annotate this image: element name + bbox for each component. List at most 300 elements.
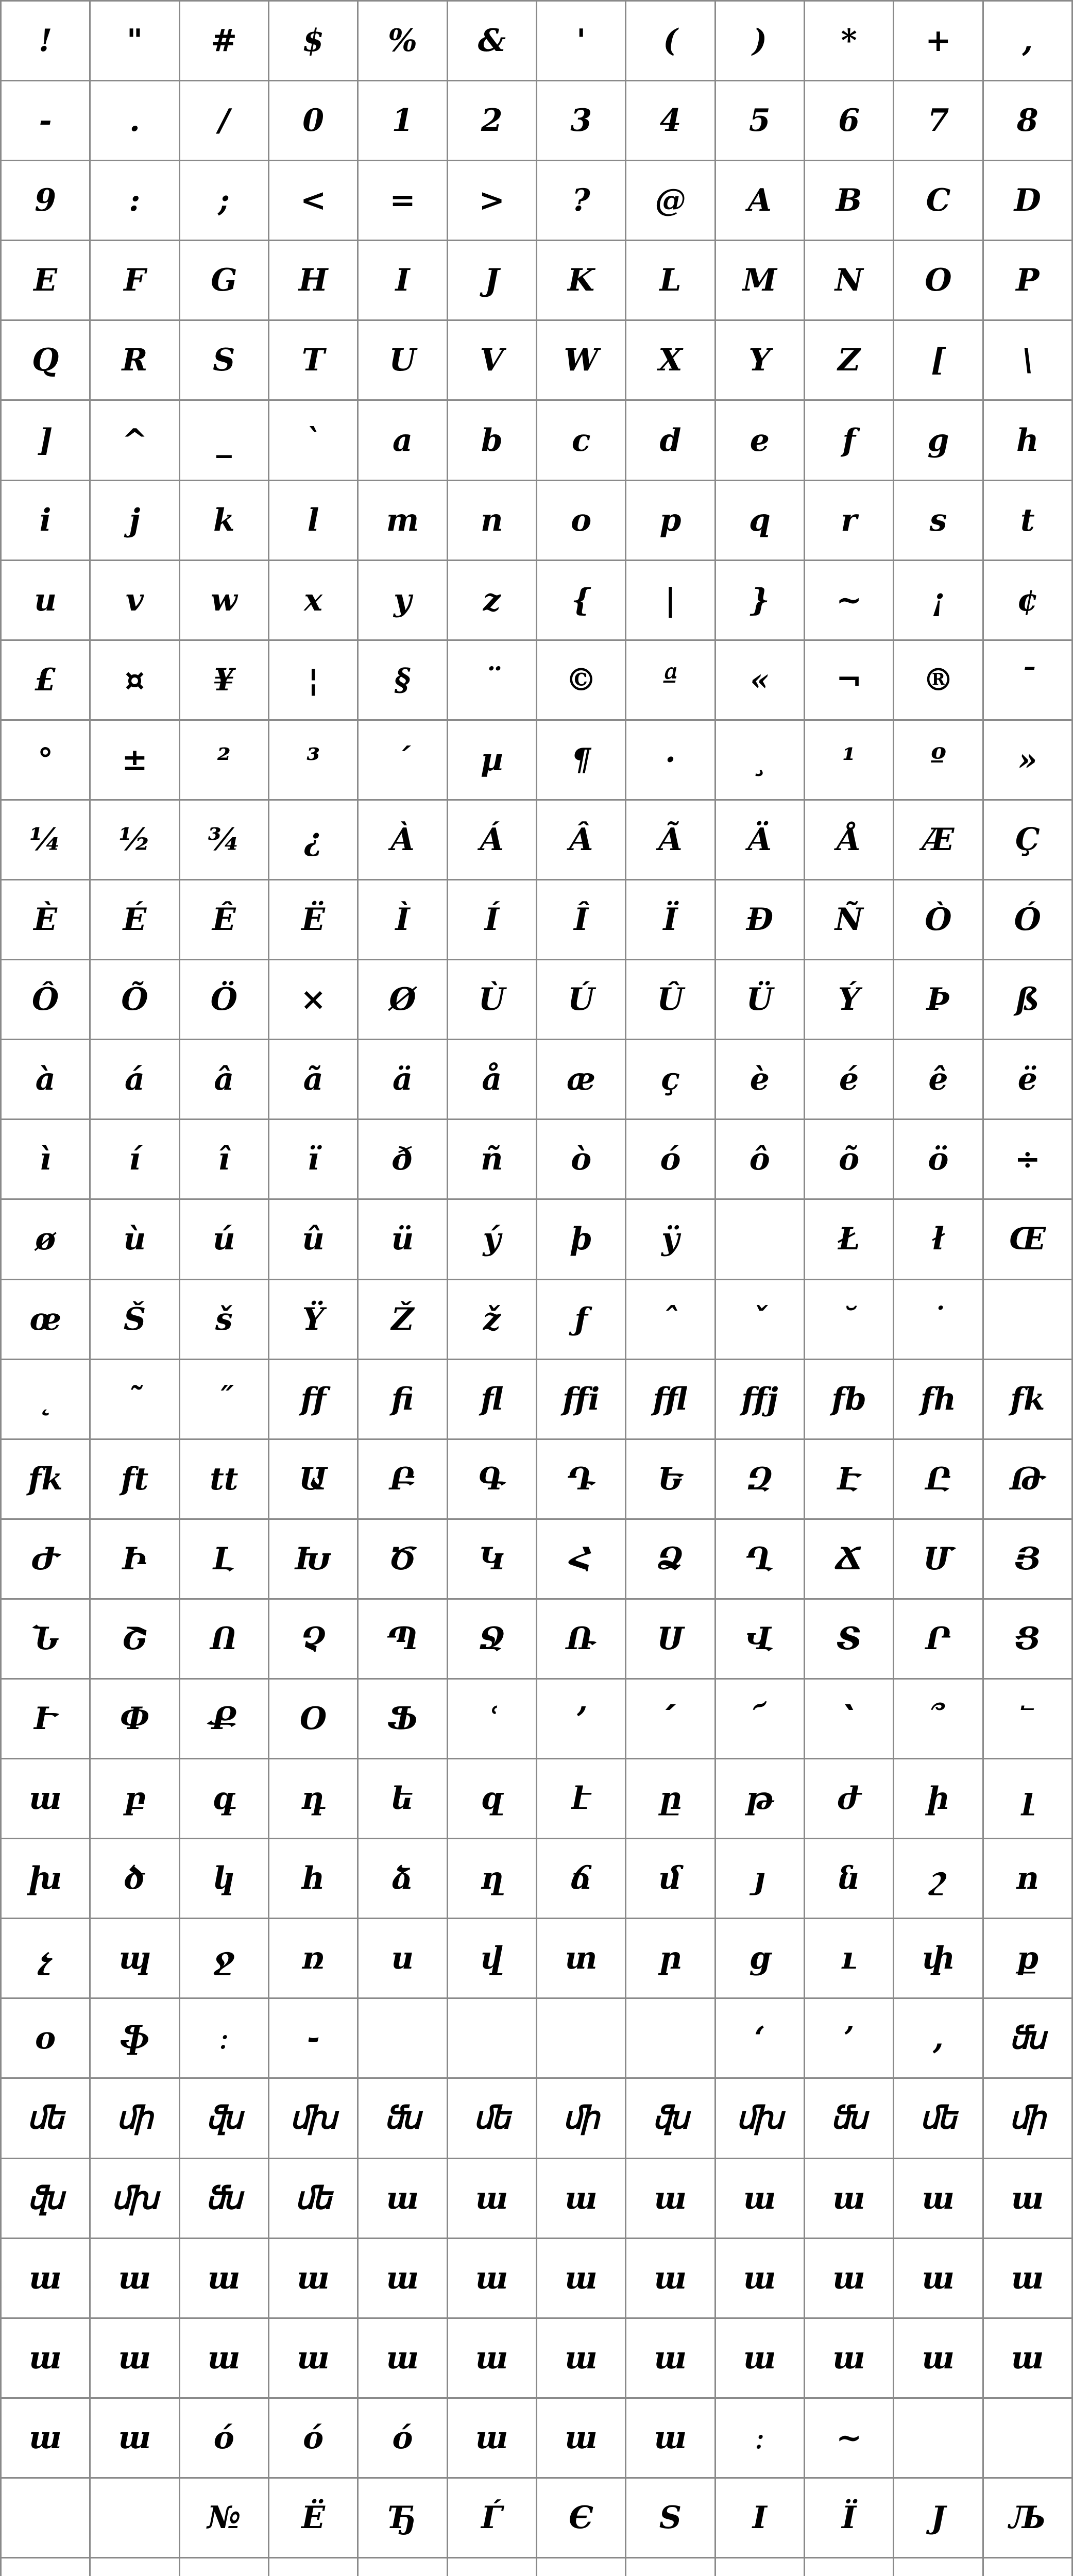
glyph-cell: ՝ — [804, 1679, 893, 1758]
glyph-cell: % — [358, 1, 447, 81]
glyph-cell: è — [715, 1040, 804, 1120]
glyph-cell: Œ — [983, 1199, 1072, 1279]
glyph-cell: Ë — [268, 2478, 357, 2557]
glyph-cell: Ք — [179, 1679, 268, 1758]
glyph-cell — [1, 2558, 90, 2576]
glyph-cell: ղ — [447, 1839, 536, 1919]
glyph-cell: ﬖ — [626, 2078, 715, 2158]
glyph-row — [1, 1519, 1072, 1599]
glyph-cell — [358, 2558, 447, 2576]
glyph-cell: Ð — [715, 880, 804, 960]
glyph-cell: ! — [1, 1, 90, 81]
glyph-row — [1, 880, 1072, 960]
glyph-cell: ։ — [179, 1998, 268, 2078]
glyph-row — [1, 241, 1072, 320]
glyph-cell: Ѓ — [447, 2478, 536, 2557]
glyph-cell: ff — [268, 1359, 357, 1439]
glyph-cell: 6 — [804, 81, 893, 161]
glyph-row — [1, 1599, 1072, 1679]
glyph-cell: ø — [1, 1199, 90, 1279]
glyph-cell — [983, 2398, 1072, 2478]
glyph-cell: Ђ — [358, 2478, 447, 2557]
glyph-cell: Խ — [268, 1519, 357, 1599]
glyph-cell: ա — [179, 2238, 268, 2318]
glyph-row — [1, 161, 1072, 241]
glyph-cell: fh — [894, 1359, 983, 1439]
glyph-cell: ¼ — [1, 800, 90, 879]
glyph-cell — [179, 2558, 268, 2576]
glyph-cell: tt — [179, 1439, 268, 1519]
glyph-cell: Ú — [536, 960, 625, 1040]
glyph-cell: < — [268, 161, 357, 241]
glyph-cell: ՙ — [447, 1679, 536, 1758]
glyph-row — [1, 1439, 1072, 1519]
glyph-cell: Շ — [90, 1599, 179, 1679]
glyph-cell: U — [358, 320, 447, 400]
glyph-cell: · — [626, 720, 715, 800]
glyph-cell: Ս — [626, 1599, 715, 1679]
glyph-cell: ¾ — [179, 800, 268, 879]
glyph-cell: ì — [1, 1120, 90, 1199]
glyph-row — [1, 2078, 1072, 2158]
glyph-cell: ա — [894, 2158, 983, 2238]
glyph-cell: S — [626, 2478, 715, 2557]
glyph-cell: û — [268, 1199, 357, 1279]
glyph-cell: ﬖ — [179, 2078, 268, 2158]
glyph-cell: G — [179, 241, 268, 320]
glyph-cell — [626, 1998, 715, 2078]
glyph-cell: Ï — [804, 2478, 893, 2557]
glyph-row — [1, 2318, 1072, 2398]
glyph-cell: w — [179, 560, 268, 640]
glyph-cell: N — [804, 241, 893, 320]
glyph-cell: Ը — [894, 1439, 983, 1519]
glyph-cell: a — [358, 400, 447, 480]
glyph-cell: Հ — [536, 1519, 625, 1599]
glyph-cell: ‘ — [715, 1998, 804, 2078]
glyph-cell: ; — [179, 161, 268, 241]
glyph-cell: - — [1, 81, 90, 161]
glyph-cell: ¢ — [983, 560, 1072, 640]
glyph-cell: ֆ — [90, 1998, 179, 2078]
glyph-cell: Ի — [90, 1519, 179, 1599]
glyph-cell: Ô — [1, 960, 90, 1040]
glyph-cell — [715, 2558, 804, 2576]
glyph-cell: Ž — [358, 1279, 447, 1359]
glyph-cell: ի — [894, 1759, 983, 1839]
glyph-cell — [268, 2558, 357, 2576]
glyph-cell: չ — [1, 1919, 90, 1998]
glyph-cell: Թ — [983, 1439, 1072, 1519]
glyph-cell: ա — [358, 2238, 447, 2318]
glyph-cell: Ÿ — [268, 1279, 357, 1359]
glyph-cell: ª — [626, 640, 715, 720]
glyph-cell: T — [268, 320, 357, 400]
glyph-cell: Ջ — [447, 1599, 536, 1679]
glyph-cell: b — [447, 400, 536, 480]
glyph-cell: e — [715, 400, 804, 480]
glyph-cell: & — [447, 1, 536, 81]
glyph-cell: ˙ — [894, 1279, 983, 1359]
glyph-cell: ա — [1, 2318, 90, 2398]
glyph-cell: Ձ — [626, 1519, 715, 1599]
glyph-cell: ա — [804, 2238, 893, 2318]
glyph-cell — [626, 2558, 715, 2576]
glyph-cell: ﬓ — [179, 2158, 268, 2238]
glyph-cell: , — [983, 1, 1072, 81]
glyph-cell: Ù — [447, 960, 536, 1040]
glyph-cell: ը — [626, 1759, 715, 1839]
glyph-cell: ա — [804, 2318, 893, 2398]
glyph-cell: ˆ — [626, 1279, 715, 1359]
glyph-cell: Ւ — [1, 1679, 90, 1758]
glyph-cell: ﬓ — [804, 2078, 893, 2158]
glyph-cell: Å — [804, 800, 893, 879]
glyph-cell: œ — [1, 1279, 90, 1359]
glyph-cell: ա — [715, 2318, 804, 2398]
glyph-cell: Ծ — [358, 1519, 447, 1599]
glyph-cell: ﬓ — [983, 1998, 1072, 2078]
glyph-cell — [536, 2558, 625, 2576]
glyph-cell: ﬖ — [1, 2158, 90, 2238]
glyph-cell: l — [268, 480, 357, 560]
glyph-cell: Ճ — [804, 1519, 893, 1599]
glyph-cell: ա — [536, 2318, 625, 2398]
glyph-cell: 5 — [715, 81, 804, 161]
glyph-cell: A — [715, 161, 804, 241]
glyph-cell — [447, 2558, 536, 2576]
glyph-cell: ա — [626, 2318, 715, 2398]
glyph-cell: R — [90, 320, 179, 400]
glyph-cell: Չ — [268, 1599, 357, 1679]
glyph-cell: ա — [447, 2158, 536, 2238]
glyph-cell: ծ — [90, 1839, 179, 1919]
glyph-cell: 2 — [447, 81, 536, 161]
glyph-cell: ł — [894, 1199, 983, 1279]
glyph-cell: ® — [894, 640, 983, 720]
glyph-cell: ž — [447, 1279, 536, 1359]
glyph-cell: Ր — [894, 1599, 983, 1679]
glyph-cell: I — [715, 2478, 804, 2557]
glyph-row — [1, 800, 1072, 879]
glyph-row — [1, 2158, 1072, 2238]
glyph-row — [1, 2238, 1072, 2318]
glyph-cell — [447, 1998, 536, 2078]
glyph-cell: ó — [179, 2398, 268, 2478]
glyph-cell: Ò — [894, 880, 983, 960]
glyph-row — [1, 1120, 1072, 1199]
glyph-cell: ժ — [804, 1759, 893, 1839]
glyph-row — [1, 1, 1072, 81]
glyph-cell: d — [626, 400, 715, 480]
glyph-cell: " — [90, 1, 179, 81]
glyph-cell: № — [179, 2478, 268, 2557]
glyph-cell: j — [90, 480, 179, 560]
glyph-cell: 7 — [894, 81, 983, 161]
glyph-cell: Բ — [358, 1439, 447, 1519]
glyph-cell: × — [268, 960, 357, 1040]
glyph-cell: { — [536, 560, 625, 640]
glyph-cell: ՟ — [983, 1679, 1072, 1758]
glyph-cell: ^ — [90, 400, 179, 480]
glyph-cell: s — [894, 480, 983, 560]
glyph-cell: fk — [983, 1359, 1072, 1439]
glyph-cell: m — [358, 480, 447, 560]
glyph-cell: շ — [894, 1839, 983, 1919]
glyph-cell: g — [894, 400, 983, 480]
glyph-cell: 3 — [536, 81, 625, 161]
glyph-cell: þ — [536, 1199, 625, 1279]
glyph-cell: Ա — [268, 1439, 357, 1519]
glyph-cell: ˝ — [179, 1359, 268, 1439]
glyph-cell: y — [358, 560, 447, 640]
glyph-row — [1, 400, 1072, 480]
glyph-cell: ê — [894, 1040, 983, 1120]
glyph-cell: Ä — [715, 800, 804, 879]
glyph-cell: ﬗ — [268, 2078, 357, 2158]
glyph-cell: Q — [1, 320, 90, 400]
glyph-cell: ա — [983, 2238, 1072, 2318]
glyph-cell: ա — [715, 2238, 804, 2318]
glyph-cell: ± — [90, 720, 179, 800]
glyph-cell: J — [894, 2478, 983, 2557]
glyph-cell — [894, 2398, 983, 2478]
glyph-cell: # — [179, 1, 268, 81]
glyph-cell: z — [447, 560, 536, 640]
glyph-cell: բ — [90, 1759, 179, 1839]
glyph-cell: n — [447, 480, 536, 560]
glyph-cell: ß — [983, 960, 1072, 1040]
glyph-cell — [358, 1998, 447, 2078]
glyph-cell: o — [536, 480, 625, 560]
glyph-cell: ա — [626, 2158, 715, 2238]
glyph-cell: ò — [536, 1120, 625, 1199]
glyph-cell: Ղ — [715, 1519, 804, 1599]
glyph-cell: À — [358, 800, 447, 879]
glyph-cell: Ï — [626, 880, 715, 960]
glyph-cell: Դ — [536, 1439, 625, 1519]
glyph-cell: Š — [90, 1279, 179, 1359]
glyph-cell: ա — [983, 2158, 1072, 2238]
glyph-cell: ﬓ — [358, 2078, 447, 2158]
glyph-cell: à — [1, 1040, 90, 1120]
glyph-cell: ջ — [179, 1919, 268, 1998]
glyph-cell: ո — [983, 1839, 1072, 1919]
glyph-cell: Օ — [268, 1679, 357, 1758]
glyph-cell: ա — [358, 2158, 447, 2238]
glyph-cell: ա — [536, 2158, 625, 2238]
glyph-row — [1, 1359, 1072, 1439]
glyph-cell: ¯ — [983, 640, 1072, 720]
glyph-cell: Y — [715, 320, 804, 400]
glyph-cell: Գ — [447, 1439, 536, 1519]
glyph-cell: J — [447, 241, 536, 320]
glyph-cell: . — [90, 81, 179, 161]
glyph-cell: ա — [90, 2398, 179, 2478]
glyph-cell: ffl — [626, 1359, 715, 1439]
glyph-row — [1, 1279, 1072, 1359]
glyph-row — [1, 720, 1072, 800]
glyph-cell: > — [447, 161, 536, 241]
glyph-cell: X — [626, 320, 715, 400]
glyph-cell: \ — [983, 320, 1072, 400]
glyph-cell: ﬗ — [715, 2078, 804, 2158]
glyph-cell: ñ — [447, 1120, 536, 1199]
glyph-cell: ´ — [358, 720, 447, 800]
glyph-cell: ա — [804, 2158, 893, 2238]
glyph-cell: ՚ — [536, 1679, 625, 1758]
glyph-cell: L — [626, 241, 715, 320]
glyph-cell: ա — [447, 2398, 536, 2478]
glyph-cell: լ — [983, 1759, 1072, 1839]
glyph-cell: ա — [447, 2238, 536, 2318]
glyph-cell: ձ — [358, 1839, 447, 1919]
glyph-cell: Є — [536, 2478, 625, 2557]
glyph-cell: Մ — [894, 1519, 983, 1599]
glyph-cell: Ռ — [536, 1599, 625, 1679]
glyph-cell: º — [894, 720, 983, 800]
glyph-cell: h — [983, 400, 1072, 480]
glyph-cell: ù — [90, 1199, 179, 1279]
glyph-cell: օ — [1, 1998, 90, 2078]
glyph-cell — [90, 2478, 179, 2557]
glyph-cell: Ժ — [1, 1519, 90, 1599]
glyph-cell: ա — [894, 2238, 983, 2318]
glyph-cell: ½ — [90, 800, 179, 879]
glyph-cell: f — [804, 400, 893, 480]
glyph-cell — [536, 1998, 625, 2078]
glyph-cell: ó — [358, 2398, 447, 2478]
glyph-cell: Ñ — [804, 880, 893, 960]
glyph-cell: B — [804, 161, 893, 241]
glyph-cell: թ — [715, 1759, 804, 1839]
glyph-cell: » — [983, 720, 1072, 800]
glyph-cell: ﬕ — [536, 2078, 625, 2158]
glyph-cell: fi — [358, 1359, 447, 1439]
glyph-row — [1, 560, 1072, 640]
glyph-cell: fl — [447, 1359, 536, 1439]
glyph-cell: ó — [626, 1120, 715, 1199]
glyph-cell: t — [983, 480, 1072, 560]
glyph-cell: ն — [804, 1839, 893, 1919]
glyph-cell: $ — [268, 1, 357, 81]
glyph-cell: ë — [983, 1040, 1072, 1120]
glyph-row — [1, 1998, 1072, 2078]
glyph-row — [1, 2398, 1072, 2478]
glyph-cell: ] — [1, 400, 90, 480]
glyph-row — [1, 480, 1072, 560]
glyph-cell: / — [179, 81, 268, 161]
glyph-cell: յ — [715, 1839, 804, 1919]
glyph-cell: Փ — [90, 1679, 179, 1758]
glyph-cell: ք — [983, 1919, 1072, 1998]
glyph-cell: մ — [626, 1839, 715, 1919]
glyph-cell: ¨ — [447, 640, 536, 720]
glyph-cell: Û — [626, 960, 715, 1040]
glyph-cell: ¦ — [268, 640, 357, 720]
glyph-cell — [90, 2558, 179, 2576]
glyph-cell: @ — [626, 161, 715, 241]
glyph-cell: ˘ — [804, 1279, 893, 1359]
glyph-cell: ւ — [804, 1919, 893, 1998]
glyph-cell: I — [358, 241, 447, 320]
glyph-cell: ﬕ — [983, 2078, 1072, 2158]
glyph-cell: ¿ — [268, 800, 357, 879]
glyph-row — [1, 960, 1072, 1040]
glyph-cell: ճ — [536, 1839, 625, 1919]
glyph-cell — [1, 2478, 90, 2557]
glyph-cell: Á — [447, 800, 536, 879]
glyph-row — [1, 1839, 1072, 1919]
glyph-cell: ց — [715, 1919, 804, 1998]
glyph-cell: ( — [626, 1, 715, 81]
glyph-cell: ﬕ — [90, 2078, 179, 2158]
glyph-row — [1, 1759, 1072, 1839]
glyph-cell: հ — [268, 1839, 357, 1919]
glyph-cell: Պ — [358, 1599, 447, 1679]
glyph-cell: ˜ — [90, 1359, 179, 1439]
glyph-cell — [894, 2558, 983, 2576]
glyph-cell: C — [894, 161, 983, 241]
glyph-cell: P — [983, 241, 1072, 320]
glyph-cell: ա — [626, 2398, 715, 2478]
glyph-row — [1, 81, 1072, 161]
glyph-cell: ü — [358, 1199, 447, 1279]
glyph-cell: Յ — [983, 1519, 1072, 1599]
glyph-cell: Լ — [179, 1519, 268, 1599]
glyph-row — [1, 2478, 1072, 2557]
glyph-cell: ա — [626, 2238, 715, 2318]
glyph-cell: ր — [626, 1919, 715, 1998]
glyph-cell: ç — [626, 1040, 715, 1120]
glyph-cell: Â — [536, 800, 625, 879]
glyph-cell: Կ — [447, 1519, 536, 1599]
glyph-cell: ա — [983, 2318, 1072, 2398]
glyph-cell: ¸ — [715, 720, 804, 800]
glyph-cell: O — [894, 241, 983, 320]
glyph-cell: Ł — [804, 1199, 893, 1279]
glyph-cell: H — [268, 241, 357, 320]
glyph-cell: ä — [358, 1040, 447, 1120]
glyph-cell: ¤ — [90, 640, 179, 720]
glyph-cell: ա — [894, 2318, 983, 2398]
glyph-cell: _ — [179, 400, 268, 480]
glyph-cell: դ — [268, 1759, 357, 1839]
glyph-cell: ¹ — [804, 720, 893, 800]
glyph-cell: ¶ — [536, 720, 625, 800]
glyph-cell: , — [894, 1998, 983, 2078]
glyph-cell: Ã — [626, 800, 715, 879]
glyph-cell: ) — [715, 1, 804, 81]
glyph-cell: ﬔ — [1, 2078, 90, 2158]
glyph-cell — [983, 2558, 1072, 2576]
glyph-cell: ﬔ — [268, 2158, 357, 2238]
glyph-cell: Õ — [90, 960, 179, 1040]
glyph-cell: Ե — [626, 1439, 715, 1519]
glyph-cell: ա — [1, 2398, 90, 2478]
glyph-cell: ռ — [268, 1919, 357, 1998]
glyph-cell: ¡ — [894, 560, 983, 640]
glyph-cell: * — [804, 1, 893, 81]
glyph-cell: á — [90, 1040, 179, 1120]
glyph-cell: § — [358, 640, 447, 720]
glyph-cell: Ì — [358, 880, 447, 960]
glyph-cell: Ց — [983, 1599, 1072, 1679]
glyph-cell: Վ — [715, 1599, 804, 1679]
glyph-cell: Í — [447, 880, 536, 960]
glyph-cell: ? — [536, 161, 625, 241]
glyph-cell: խ — [1, 1839, 90, 1919]
